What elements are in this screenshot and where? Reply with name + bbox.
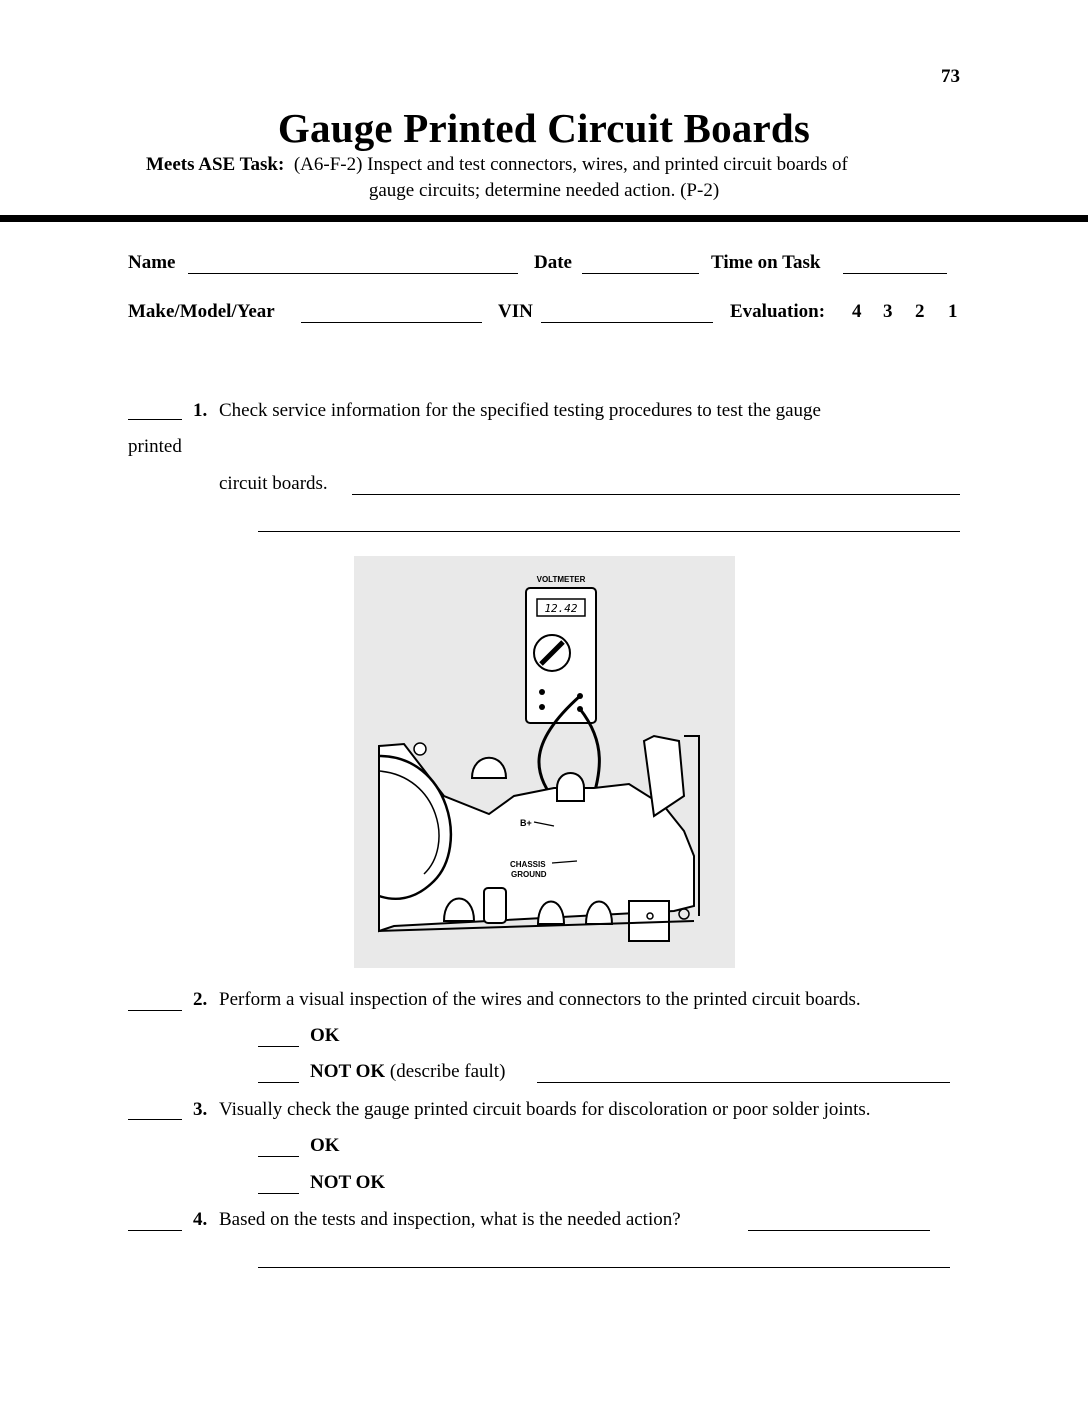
step-3-checkbox[interactable] [128, 1119, 182, 1120]
vin-field[interactable] [541, 322, 713, 323]
step-1-text-wrap: printed [128, 436, 182, 457]
step-1-answer-line-1[interactable] [352, 494, 960, 495]
step-1-text-cont: circuit boards. [219, 473, 328, 494]
header-divider [0, 215, 1088, 222]
make-model-year-field[interactable] [301, 322, 482, 323]
step-2-not-ok-checkbox[interactable] [258, 1082, 299, 1083]
step-4-answer-field[interactable] [748, 1230, 930, 1231]
step-2-ok-label: OK [310, 1025, 340, 1046]
step-4-text: Based on the tests and inspection, what is the needed action? [219, 1209, 681, 1230]
bulb-top [472, 758, 506, 778]
step-1-checkbox[interactable] [128, 419, 182, 420]
step-1-answer-line-2[interactable] [258, 531, 960, 532]
step-2-number: 2. [193, 989, 208, 1010]
page-title: Gauge Printed Circuit Boards [277, 105, 811, 151]
step-2-not-ok-label: NOT OK [310, 1061, 386, 1082]
chassis-label: CHASSIS [510, 860, 546, 869]
voltmeter-reading: 12.42 [544, 602, 578, 615]
voltmeter-illustration [354, 556, 735, 968]
make-model-year-label: Make/Model/Year [128, 301, 275, 322]
bulb-center [557, 773, 584, 801]
step-3-text: Visually check the gauge printed circuit boards for discoloration or poor solder joints. [219, 1099, 871, 1120]
date-field[interactable] [582, 273, 699, 274]
step-1-number: 1. [193, 400, 208, 421]
ase-task-label: Meets ASE Task: [146, 154, 285, 175]
step-1-text: Check service information for the specified testing procedures to test the gauge [219, 400, 821, 421]
step-2-fault-field[interactable] [537, 1082, 950, 1083]
step-3-number: 3. [193, 1099, 208, 1120]
evaluation-score-3[interactable]: 3 [883, 301, 893, 322]
ase-task-description-2: gauge circuits; determine needed action. (P-2) [368, 180, 720, 201]
ase-task-description-1: (A6-F-2) Inspect and test connectors, wires, and printed circuit boards of [293, 154, 848, 175]
name-field[interactable] [188, 273, 518, 274]
ase-task-line-1 [146, 154, 848, 176]
voltmeter-title: VOLTMETER [536, 575, 586, 584]
step-4-number: 4. [193, 1209, 208, 1230]
step-2-not-ok-note: (describe fault) [389, 1061, 506, 1082]
page-number: 73 [941, 66, 960, 87]
step-2-checkbox[interactable] [128, 1010, 182, 1011]
step-2-ok-checkbox[interactable] [258, 1046, 299, 1047]
evaluation-score-2[interactable]: 2 [915, 301, 925, 322]
evaluation-score-1[interactable]: 1 [948, 301, 958, 322]
evaluation-score-4[interactable]: 4 [852, 301, 862, 322]
step-3-not-ok-label: NOT OK [310, 1172, 386, 1193]
vin-label: VIN [498, 301, 533, 322]
b-plus-label: B+ [520, 818, 532, 828]
date-label: Date [534, 252, 572, 273]
bulb-2 [484, 888, 506, 923]
step-2-not-ok-row [310, 1061, 505, 1083]
name-label: Name [128, 252, 176, 273]
evaluation-label: Evaluation: [730, 301, 826, 322]
step-3-ok-label: OK [310, 1135, 340, 1156]
step-2-text: Perform a visual inspection of the wires and connectors to the printed circuit boards. [219, 989, 861, 1010]
time-on-task-label: Time on Task [711, 252, 821, 273]
ground-label: GROUND [511, 870, 547, 879]
step-4-answer-line-2[interactable] [258, 1267, 950, 1268]
step-3-ok-checkbox[interactable] [258, 1156, 299, 1157]
step-4-checkbox[interactable] [128, 1230, 182, 1231]
time-on-task-field[interactable] [843, 273, 947, 274]
step-3-not-ok-checkbox[interactable] [258, 1193, 299, 1194]
